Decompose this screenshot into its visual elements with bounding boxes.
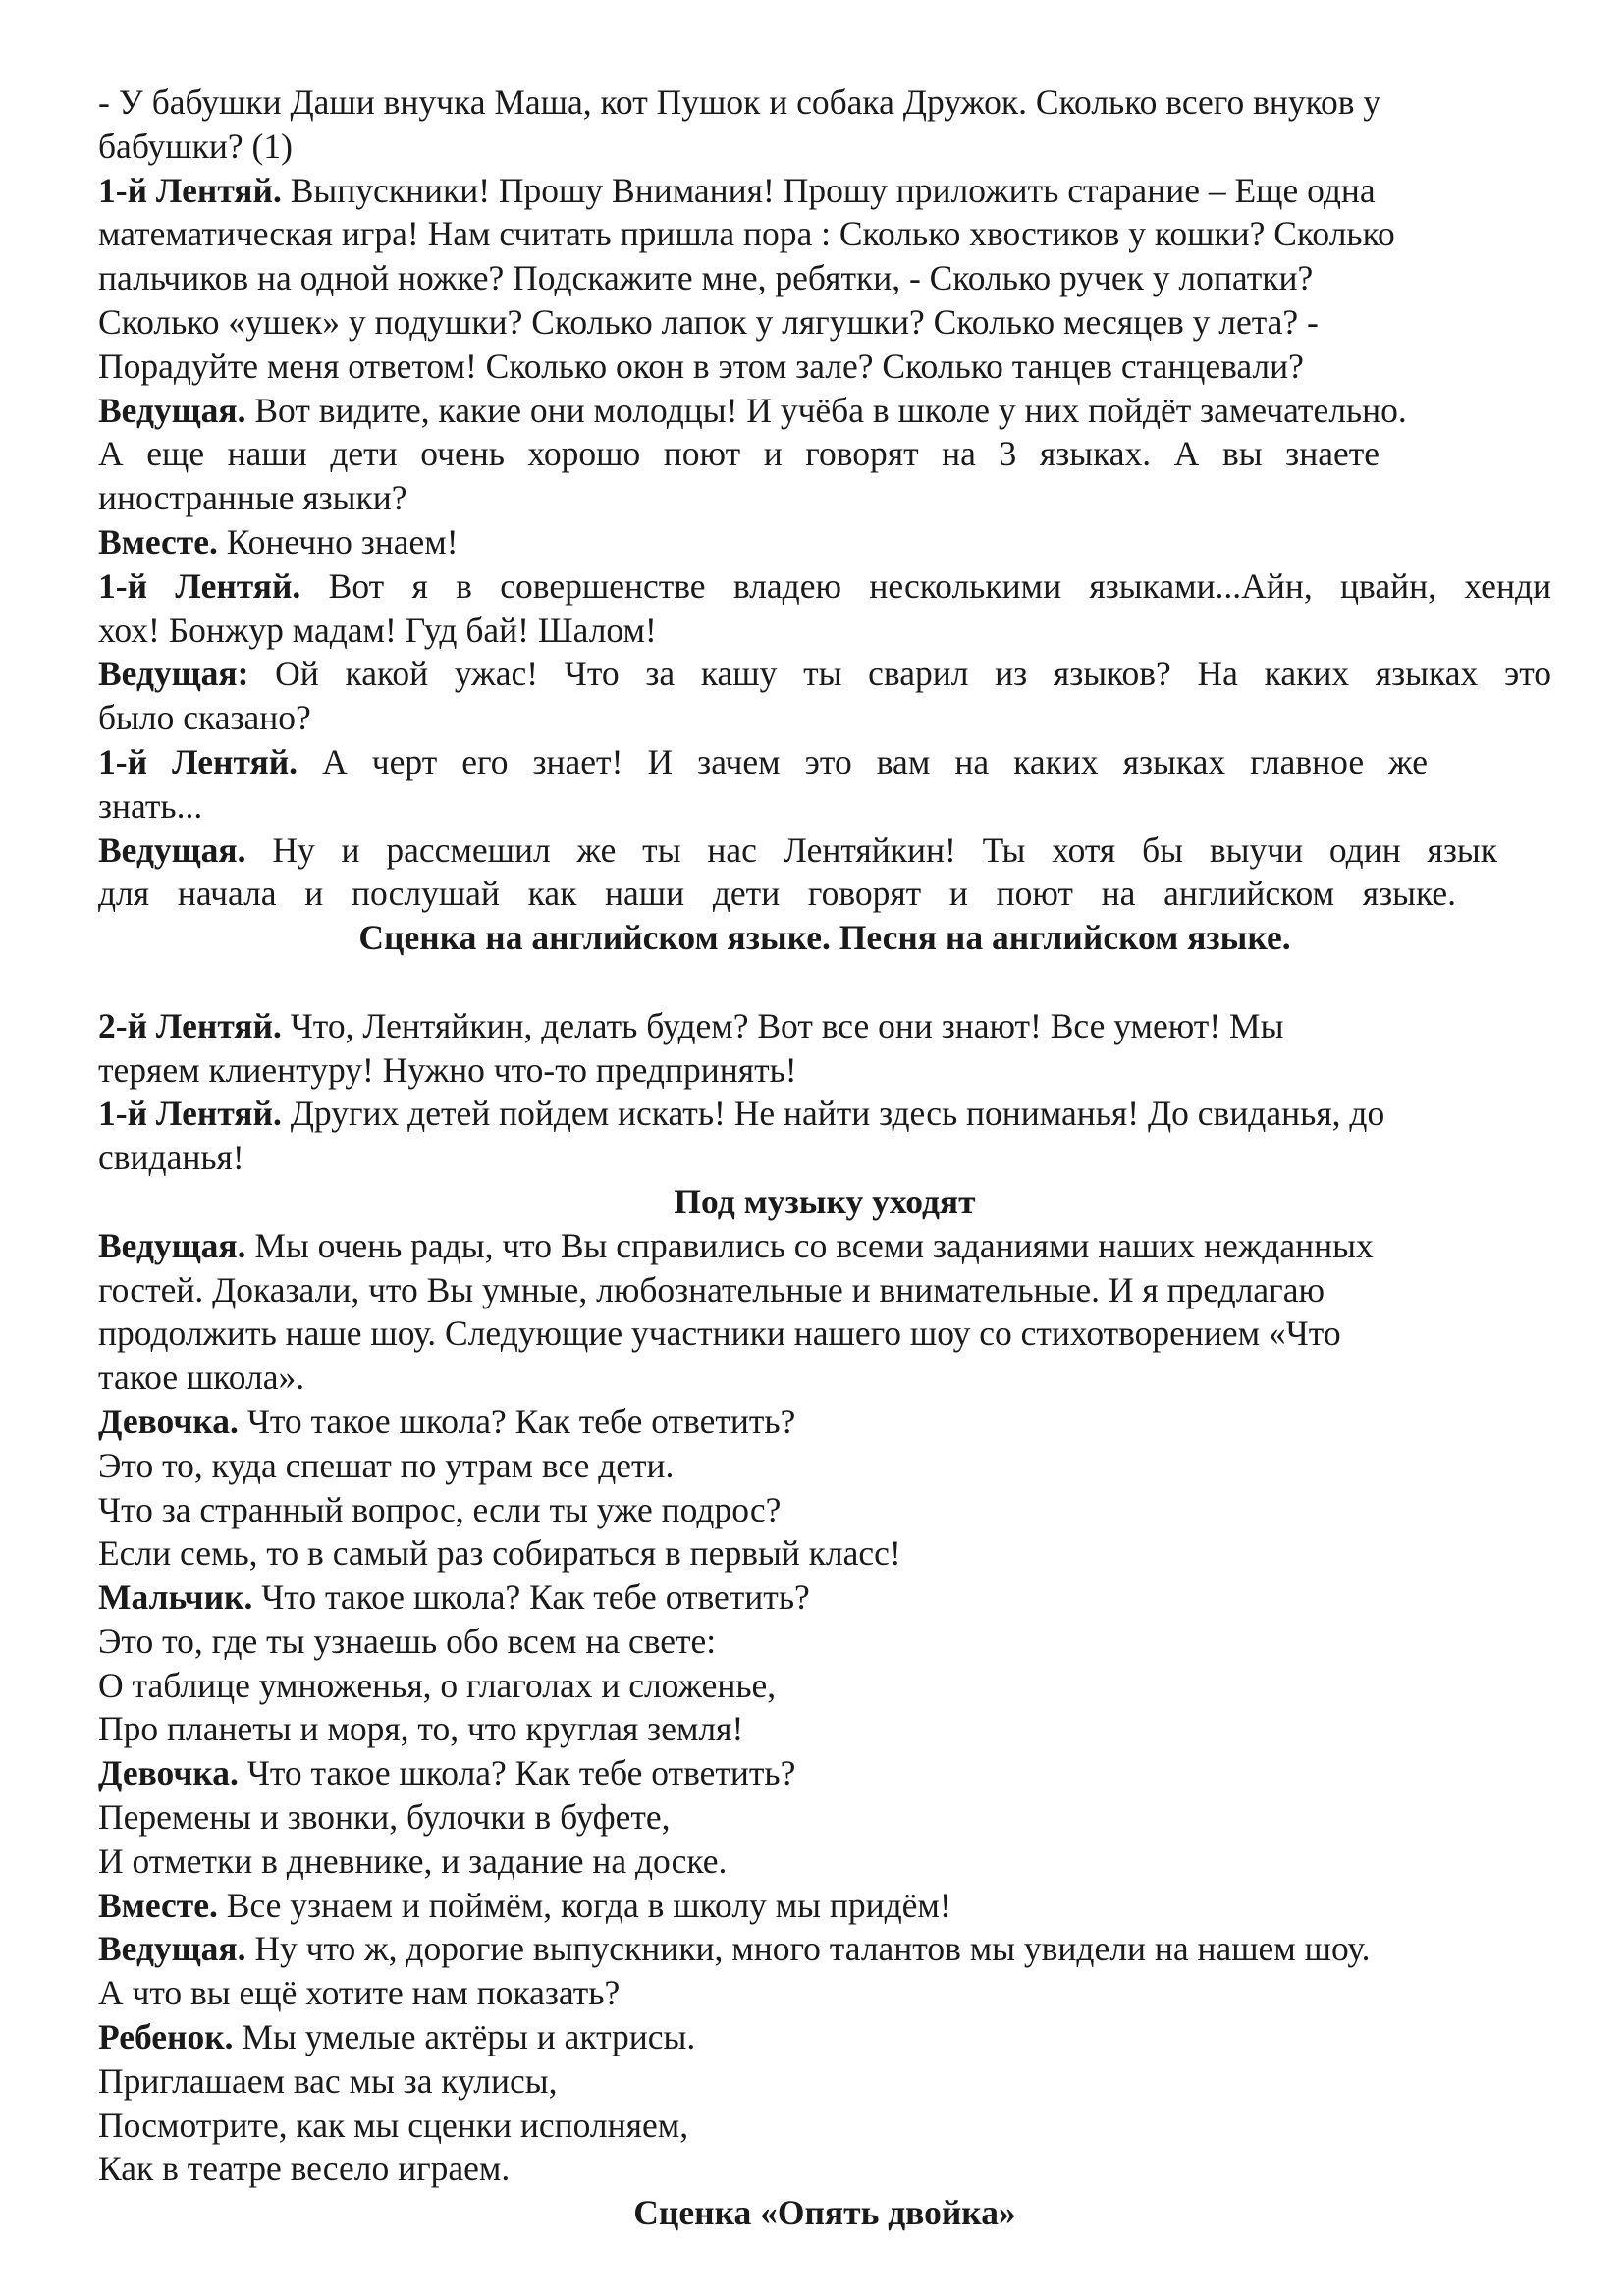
speaker-name: Ведущая: — [98, 654, 249, 694]
line-text: Вот видите, какие они молодцы! И учёба в школе у них пойдёт замечательно. — [245, 390, 1407, 430]
text-line — [98, 476, 1551, 520]
section-heading — [98, 916, 1551, 960]
speaker-name: Девочка. — [98, 1753, 239, 1793]
text-line — [98, 432, 1380, 476]
line-text: математическая игра! Нам считать пришла пора : Сколько хвостиков у кошки? Сколько — [98, 214, 1395, 254]
text-line — [98, 345, 1551, 389]
line-text: знать... — [98, 785, 203, 826]
line-text: Вот я в совершенстве владею несколькими языками...Айн, цвайн, хенди — [300, 565, 1551, 606]
text-line — [98, 1356, 1551, 1400]
line-text: А что вы ещё хотите нам показать? — [98, 1973, 621, 2013]
text-line — [98, 212, 1551, 256]
text-line — [98, 2104, 1551, 2148]
text-line — [98, 1664, 1551, 1708]
line-text: Если семь, то в самый раз собираться в первый класс! — [98, 1533, 901, 1574]
line-text: Мы очень рады, что Вы справились со всеми заданиями наших нежданных — [245, 1225, 1374, 1265]
dialogue-line — [98, 520, 1551, 564]
text-line — [98, 1048, 1551, 1093]
line-text: бабушки? (1) — [98, 126, 293, 166]
speaker-name: 1-й Лентяй. — [98, 565, 301, 606]
line-text: Мы умелые актёры и актрисы. — [233, 2017, 696, 2057]
speaker-name: Ведущая. — [98, 1929, 246, 1969]
text-line — [98, 1311, 1551, 1356]
text-line — [98, 1488, 1551, 1532]
heading-text: Сценка на английском языке. Песня на английском языке. — [358, 918, 1291, 958]
text-line — [98, 784, 1551, 828]
text-line — [98, 1707, 1551, 1751]
line-text: Про планеты и моря, то, что круглая земля! — [98, 1709, 744, 1749]
heading-text: Под музыку уходят — [674, 1181, 976, 1221]
line-text: И отметки в дневнике, и задание на доске. — [98, 1841, 728, 1881]
dialogue-line — [98, 1884, 1551, 1928]
text-line — [98, 1795, 1551, 1840]
line-text: Конечно знаем! — [217, 521, 459, 561]
line-text: Посмотрите, как мы сценки исполняем, — [98, 2105, 689, 2145]
text-line — [98, 1620, 1551, 1664]
line-text: Ой какой ужас! Что за кашу ты сварил из языков? На каких языках это — [248, 654, 1551, 694]
line-text: пальчиков на одной ножке? Подскажите мне, ребятки, - Сколько ручек у лопатки? — [98, 258, 1314, 298]
line-text: Сколько «ушек» у подушки? Сколько лапок у лягушки? Сколько месяцев у лета? - — [98, 301, 1319, 342]
dialogue-line — [98, 740, 1428, 784]
line-text: Это то, где ты узнаешь обо всем на свете: — [98, 1621, 717, 1661]
line-text: Что за странный вопрос, если ты уже подрос? — [98, 1489, 782, 1529]
line-text: Все узнаем и поймём, когда в школу мы придём! — [217, 1885, 951, 1925]
line-text: такое школа». — [98, 1358, 305, 1398]
line-text: иностранные языки? — [98, 478, 407, 518]
line-text: хох! Бонжур мадам! Гуд бай! Шалом! — [98, 610, 657, 650]
line-text: гостей. Доказали, что Вы умные, любознательные и внимательные. И я предлагаю — [98, 1269, 1325, 1309]
text-line — [98, 1136, 1551, 1180]
line-text: А черт его знает! И зачем это вам на каких языках главное же — [298, 741, 1428, 781]
speaker-name: Вместе. — [98, 1885, 218, 1925]
text-line — [98, 1531, 1551, 1575]
line-text: О таблице умноженья, о глаголах и сложенье, — [98, 1665, 777, 1705]
line-text: Что такое школа? Как тебе ответить? — [238, 1401, 796, 1441]
dialogue-line — [98, 1004, 1551, 1048]
text-line — [98, 2147, 1551, 2191]
text-line — [98, 1971, 1551, 2015]
document-page — [98, 80, 1551, 2235]
line-text: Что, Лентяйкин, делать будем? Вот все они знают! Все умеют! Мы — [281, 1005, 1284, 1045]
speaker-name: Ведущая. — [98, 1225, 246, 1265]
dialogue-line — [98, 1224, 1551, 1268]
line-text: было сказано? — [98, 698, 311, 738]
line-text: Что такое школа? Как тебе ответить? — [252, 1577, 810, 1618]
line-text: свиданья! — [98, 1138, 244, 1178]
line-text: Ну и рассмешил же ты нас Лентяйкин! Ты хотя бы выучи один язык — [245, 829, 1497, 870]
text-line — [98, 125, 1551, 169]
text-line — [98, 1840, 1551, 1884]
text-line — [98, 80, 1551, 125]
speaker-name: 1-й Лентяй. — [98, 170, 282, 210]
speaker-name: 1-й Лентяй. — [98, 741, 298, 781]
dialogue-line — [98, 1575, 1551, 1620]
blank-line — [98, 960, 1551, 1004]
text-line — [98, 300, 1551, 345]
dialogue-line — [98, 2015, 1551, 2059]
speaker-name: Ребенок. — [98, 2017, 234, 2057]
dialogue-line — [98, 169, 1551, 213]
line-text: продолжить наше шоу. Следующие участники нашего шоу со стихотворением «Что — [98, 1313, 1341, 1354]
speaker-name: 1-й Лентяй. — [98, 1094, 282, 1134]
speaker-name: Ведущая. — [98, 390, 246, 430]
line-text: Как в театре весело играем. — [98, 2149, 511, 2189]
text-line — [98, 256, 1551, 300]
dialogue-line — [98, 1751, 1551, 1795]
line-text: Порадуйте меня ответом! Сколько окон в этом зале? Сколько танцев станцевали? — [98, 346, 1304, 386]
line-text: - У бабушки Даши внучка Маша, кот Пушок и собака Дружок. Сколько всего внуков у — [98, 82, 1381, 122]
text-line — [98, 696, 1551, 740]
line-text: Приглашаем вас мы за кулисы, — [98, 2060, 558, 2101]
speaker-name: Девочка. — [98, 1401, 239, 1441]
text-line — [98, 872, 1456, 916]
line-text: для начала и послушай как наши дети говорят и поют на английском языке. — [98, 874, 1456, 914]
heading-text: Сценка «Опять двойка» — [633, 2193, 1016, 2233]
line-text: Выпускники! Прошу Внимания! Прошу приложить старание – Еще одна — [281, 170, 1376, 210]
line-text: Перемены и звонки, булочки в буфете, — [98, 1797, 671, 1838]
dialogue-line — [98, 828, 1497, 873]
speaker-name: Ведущая. — [98, 829, 246, 870]
dialogue-line — [98, 652, 1551, 696]
speaker-name: 2-й Лентяй. — [98, 1005, 282, 1045]
line-text: Ну что ж, дорогие выпускники, много талантов мы увидели на нашем шоу. — [245, 1929, 1371, 1969]
line-text: Что такое школа? Как тебе ответить? — [238, 1753, 796, 1793]
speaker-name: Мальчик. — [98, 1577, 253, 1618]
text-line — [98, 1268, 1551, 1312]
text-line — [98, 1444, 1551, 1488]
text-line — [98, 2059, 1551, 2104]
line-text: А еще наши дети очень хорошо поют и говорят на 3 языках. А вы знаете — [98, 434, 1380, 474]
dialogue-line — [98, 564, 1551, 609]
dialogue-line — [98, 1400, 1551, 1444]
dialogue-line — [98, 389, 1551, 433]
text-line — [98, 609, 1551, 653]
line-text: Других детей пойдем искать! Не найти здесь пониманья! До свиданья, до — [281, 1094, 1385, 1134]
line-text: Это то, куда спешат по утрам все дети. — [98, 1445, 675, 1485]
section-heading — [98, 2191, 1551, 2235]
dialogue-line — [98, 1092, 1551, 1136]
line-text: теряем клиентуру! Нужно что-то предпринять! — [98, 1049, 797, 1090]
dialogue-line — [98, 1927, 1551, 1971]
section-heading — [98, 1180, 1551, 1224]
speaker-name: Вместе. — [98, 521, 218, 561]
